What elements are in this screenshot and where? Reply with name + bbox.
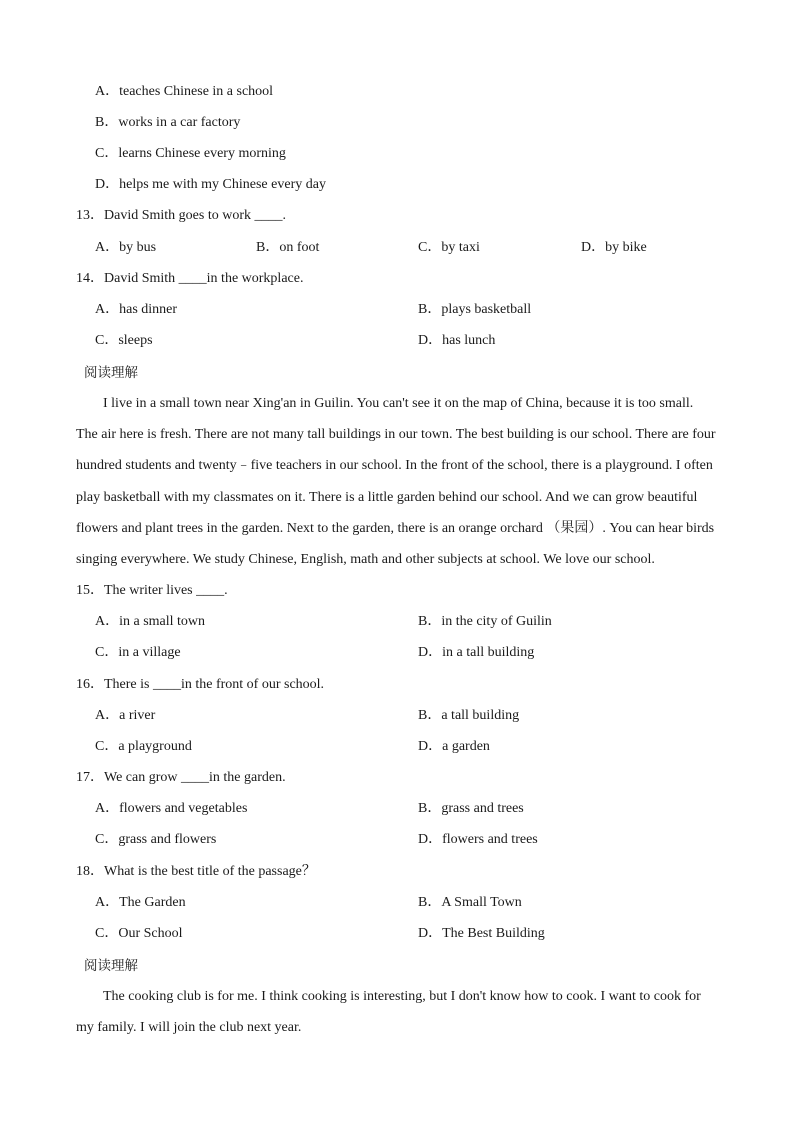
q13-option-c: C．by taxi — [418, 240, 480, 255]
section-heading-reading-1: 阅读理解 — [84, 365, 138, 381]
q17-option-b: B．grass and trees — [418, 801, 524, 816]
q15-option-a: A．in a small town — [95, 614, 206, 629]
q17-option-a: A．flowers and vegetables — [95, 801, 248, 816]
q13-option-d: D．by bike — [581, 240, 647, 255]
q13-option-b: B．on foot — [256, 240, 320, 255]
passage-1-line-6: singing everywhere. We study Chinese, English, math and other subjects at school. We love our school. — [76, 552, 655, 568]
passage-1-line-5: flowers and plant trees in the garden. Next to the garden, there is an orange orchard （果园）. You can hear birds — [76, 520, 715, 536]
q16-option-a: A．a river — [95, 708, 156, 723]
passage-1-line-2: The air here is fresh. There are not many tall buildings in our town. The best building is our school. There are four — [76, 427, 716, 443]
q16-stem: 16．There is ____in the front of our school. — [76, 677, 325, 692]
q12-option-a: A．teaches Chinese in a school — [95, 84, 274, 99]
q15-option-c: C．in a village — [95, 645, 181, 660]
q15-option-b: B．in the city of Guilin — [418, 614, 552, 629]
q18-stem: 18．What is the best title of the passage？ — [76, 864, 316, 879]
passage-2 — [76, 981, 752, 1043]
passage-1-line-4: play basketball with my classmates on it. There is a little garden behind our school. And we can grow beautiful — [76, 489, 698, 505]
q18-option-d: D．The Best Building — [418, 926, 545, 941]
q15-stem: 15．The writer lives ____. — [76, 583, 228, 598]
q16-option-b: B．a tall building — [418, 708, 520, 723]
q17-option-d: D．flowers and trees — [418, 832, 538, 847]
passage-1 — [76, 388, 752, 575]
q13-option-a: A．by bus — [95, 240, 157, 255]
q12-option-c: C．learns Chinese every morning — [95, 146, 286, 161]
q18-option-c: C．Our School — [95, 926, 183, 941]
q18-option-b: B．A Small Town — [418, 895, 522, 910]
q14-option-c: C．sleeps — [95, 333, 153, 348]
passage-1-line-1: I live in a small town near Xing'an in Guilin. You can't see it on the map of China, because it is too small. — [103, 396, 694, 411]
q12-option-d: D．helps me with my Chinese every day — [95, 177, 326, 192]
q15-option-d: D．in a tall building — [418, 645, 535, 660]
q16-option-d: D．a garden — [418, 739, 490, 754]
q14-option-b: B．plays basketball — [418, 302, 532, 317]
q17-stem: 17．We can grow ____in the garden. — [76, 770, 286, 785]
passage-1-line-3: hundred students and twenty﹣five teachers in our school. In the front of the school, there is a playground. I often — [76, 458, 713, 474]
section-heading-reading-2: 阅读理解 — [84, 958, 138, 974]
passage-2-line-2: my family. I will join the club next year. — [76, 1020, 302, 1036]
q14-option-d: D．has lunch — [418, 333, 496, 348]
passage-2-line-1: The cooking club is for me. I think cooking is interesting, but I don't know how to cook. I want to cook for — [103, 989, 701, 1004]
q17-option-c: C．grass and flowers — [95, 832, 217, 847]
q14-stem: 14．David Smith ____in the workplace. — [76, 271, 304, 286]
q12-option-b: B．works in a car factory — [95, 115, 241, 130]
q18-option-a: A．The Garden — [95, 895, 186, 910]
q16-option-c: C．a playground — [95, 739, 192, 754]
q13-stem: 13．David Smith goes to work ____. — [76, 208, 286, 223]
q14-option-a: A．has dinner — [95, 302, 178, 317]
